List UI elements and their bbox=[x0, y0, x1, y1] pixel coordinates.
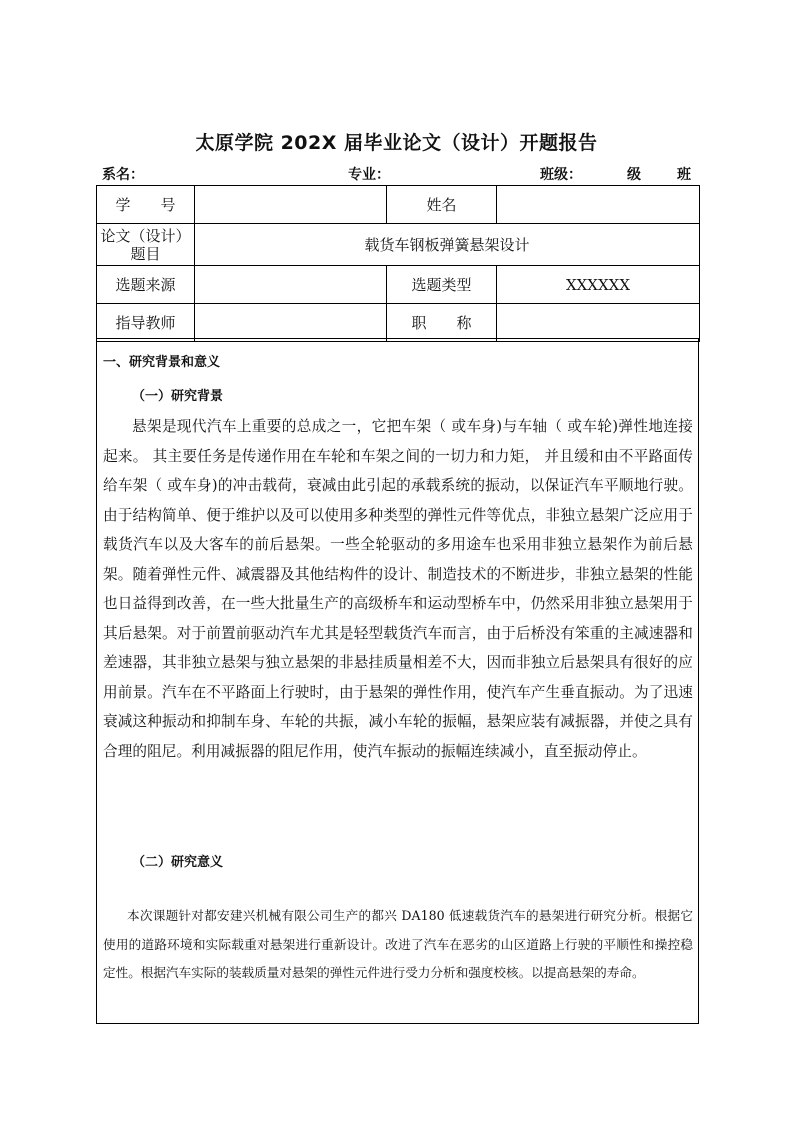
major-label: 专业： bbox=[348, 167, 390, 183]
subheading-research-background: （一）研究背景 bbox=[132, 389, 224, 404]
topic-field[interactable]: 载货车钢板弹簧悬架设计 bbox=[195, 224, 700, 266]
department-label: 系名： bbox=[102, 167, 144, 183]
type-field[interactable]: XXXXXX bbox=[497, 266, 700, 304]
job-title-label: 职 称 bbox=[387, 304, 497, 342]
paragraph-background: 悬架是现代汽车上重要的总成之一，它把车架（ 或车身)与车轴（ 或车轮)弹性地连接起来。 其主要任务是传递作用在车轮和车架之间的一切力和力矩， 并且缓和由不平路面传给车架（ 或车身)的冲击载荷，衰减由此引起的承载系统的振动，以保证汽车平顺地行驶。由于结构简单、便于维护以及可以使用多种类型的弹性元件等优点，非独立悬架广泛应用于载货汽车以及大客车的前后悬架。一些全轮驱动的多用途车也采用非独立悬架作为前后悬架。随着弹性元件、减震器及其他结构件的设计、制造技术的不断进步，非独立悬架的性能也日益得到改善，在一些大批量生产的高级桥车和运动型桥车中，仍然采用非独立悬架用于其后悬架。对于前置前驱动汽车尤其是轻型载货汽车而言，由于后桥没有笨重的主减速器和差速器，其非独立悬架与独立悬架的非悬挂质量相差不大，因而非独立后悬架具有很好的应用前景。汽车在不平路面上行驶时，由于悬架的弹性作用，使汽车产生垂直振动。为了迅速衰减这种振动和抑制车身、车轮的共振，减小车轮的振幅，悬架应装有减振器，并使之具有合理的阻尼。利用减振器的阻尼作用，使汽车振动的振幅连续减小，直至振动停止。 bbox=[103, 418, 693, 760]
job-title-field[interactable] bbox=[497, 304, 700, 342]
name-label: 姓名 bbox=[387, 186, 497, 224]
type-label: 选题类型 bbox=[387, 266, 497, 304]
subheading-research-significance: （二）研究意义 bbox=[132, 855, 224, 870]
source-label: 选题来源 bbox=[97, 266, 195, 304]
source-field[interactable] bbox=[195, 266, 387, 304]
section-heading-background: 一、研究背景和意义 bbox=[103, 355, 221, 370]
class-label: 班级： bbox=[540, 167, 582, 183]
paragraph-significance: 本次课题针对都安建兴机械有限公司生产的都兴 DA180 低速载货汽车的悬架进行研究分析。根据它使用的道路环境和实际载重对悬架进行重新设计。改进了汽车在恶劣的山区道路上行驶的平顺性和操控稳定性。根据汽车实际的装载质量对悬架的弹性元件进行受力分析和强度校核。以提高悬架的寿命。 bbox=[103, 908, 693, 980]
meta-row bbox=[96, 164, 699, 184]
content-box bbox=[96, 338, 699, 1024]
info-table bbox=[96, 185, 700, 342]
advisor-field[interactable] bbox=[195, 304, 387, 342]
grade-label: 级 bbox=[627, 167, 641, 183]
page-title: 太原学院 202X 届毕业论文（设计）开题报告 bbox=[195, 132, 598, 154]
student-id-label: 学 号 bbox=[97, 186, 195, 224]
advisor-label: 指导教师 bbox=[97, 304, 195, 342]
topic-label: 论文（设计）题目 bbox=[97, 224, 195, 266]
student-id-field[interactable] bbox=[195, 186, 387, 224]
class-unit-label: 班 bbox=[677, 167, 691, 183]
name-field[interactable] bbox=[497, 186, 700, 224]
